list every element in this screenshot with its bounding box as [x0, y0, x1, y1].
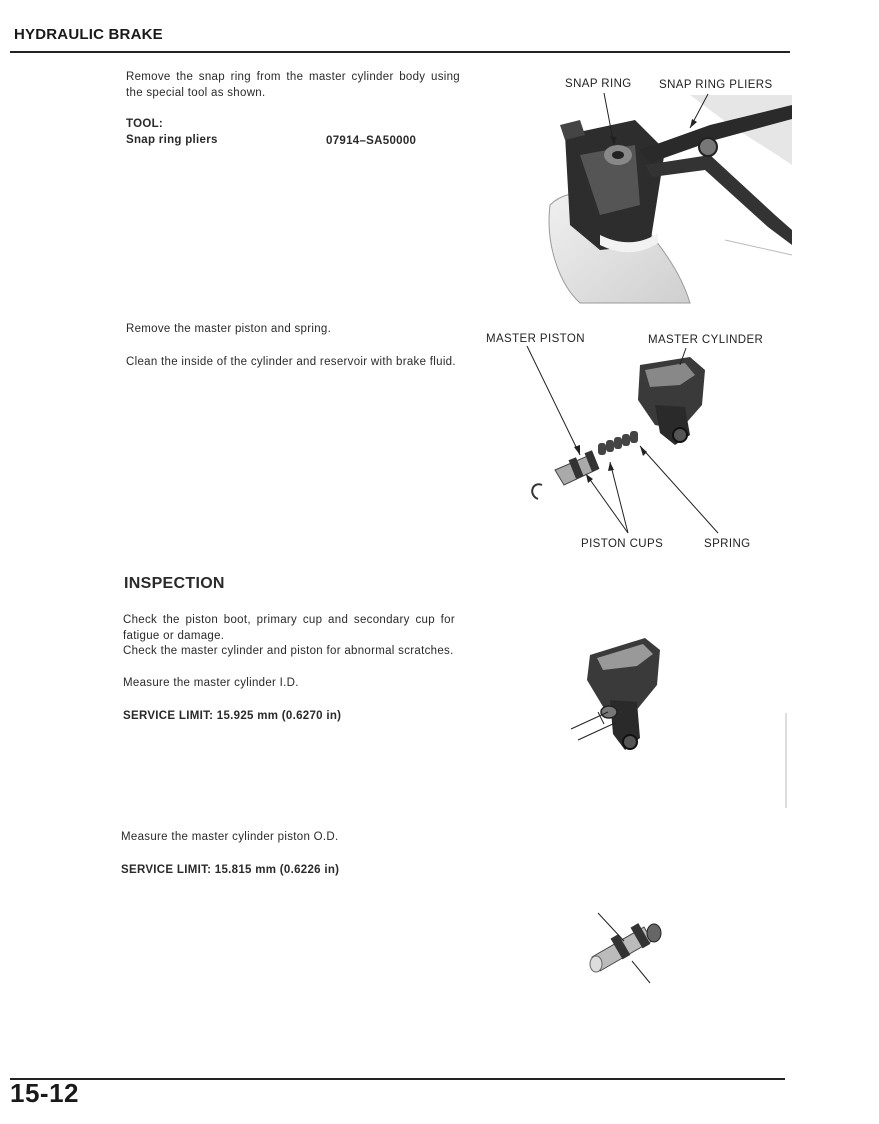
snap-ring-callout: SNAP RING [565, 78, 632, 90]
piston-od-diagram [580, 905, 680, 990]
inspection-measure-id: Measure the master cylinder I.D. [123, 677, 299, 689]
master-cylinder-callout: MASTER CYLINDER [648, 334, 764, 346]
master-piston-callout: MASTER PISTON [486, 333, 585, 345]
section-title: HYDRAULIC BRAKE [14, 26, 163, 43]
spring-callout: SPRING [704, 538, 751, 550]
measure-piston-instruction: Measure the master cylinder piston O.D. [121, 831, 339, 843]
tool-name: Snap ring pliers [126, 134, 218, 146]
tool-number: 07914–SA50000 [326, 135, 417, 147]
piston-cups-callout: PISTON CUPS [581, 538, 664, 550]
clean-cylinder-note: Clean the inside of the cylinder and reservoir with brake fluid. [126, 356, 456, 368]
inspection-check-cups: Check the piston boot, primary cup and secondary cup for fatigue or damage. [123, 614, 455, 642]
piston-service-limit [121, 863, 339, 879]
piston-limit-value: 15.815 mm (0.6226 in) [214, 864, 340, 876]
service-limit-label: SERVICE LIMIT: [123, 710, 214, 722]
inspection-heading: INSPECTION [124, 575, 225, 592]
piston-limit-label: SERVICE LIMIT: [121, 864, 212, 876]
inspection-check-scratches: Check the master cylinder and piston for abnormal scratches. [123, 645, 454, 657]
snap-ring-instruction: Remove the snap ring from the master cylinder body using the special tool as shown. [126, 71, 460, 99]
snap-ring-pliers-callout: SNAP RING PLIERS [659, 79, 773, 91]
tool-heading: TOOL: [126, 118, 164, 130]
footer-rule [10, 1078, 785, 1080]
service-limit-value: 15.925 mm (0.6270 in) [216, 710, 342, 722]
remove-piston-instruction: Remove the master piston and spring. [126, 323, 332, 335]
page-number: 15-12 [10, 1078, 79, 1108]
